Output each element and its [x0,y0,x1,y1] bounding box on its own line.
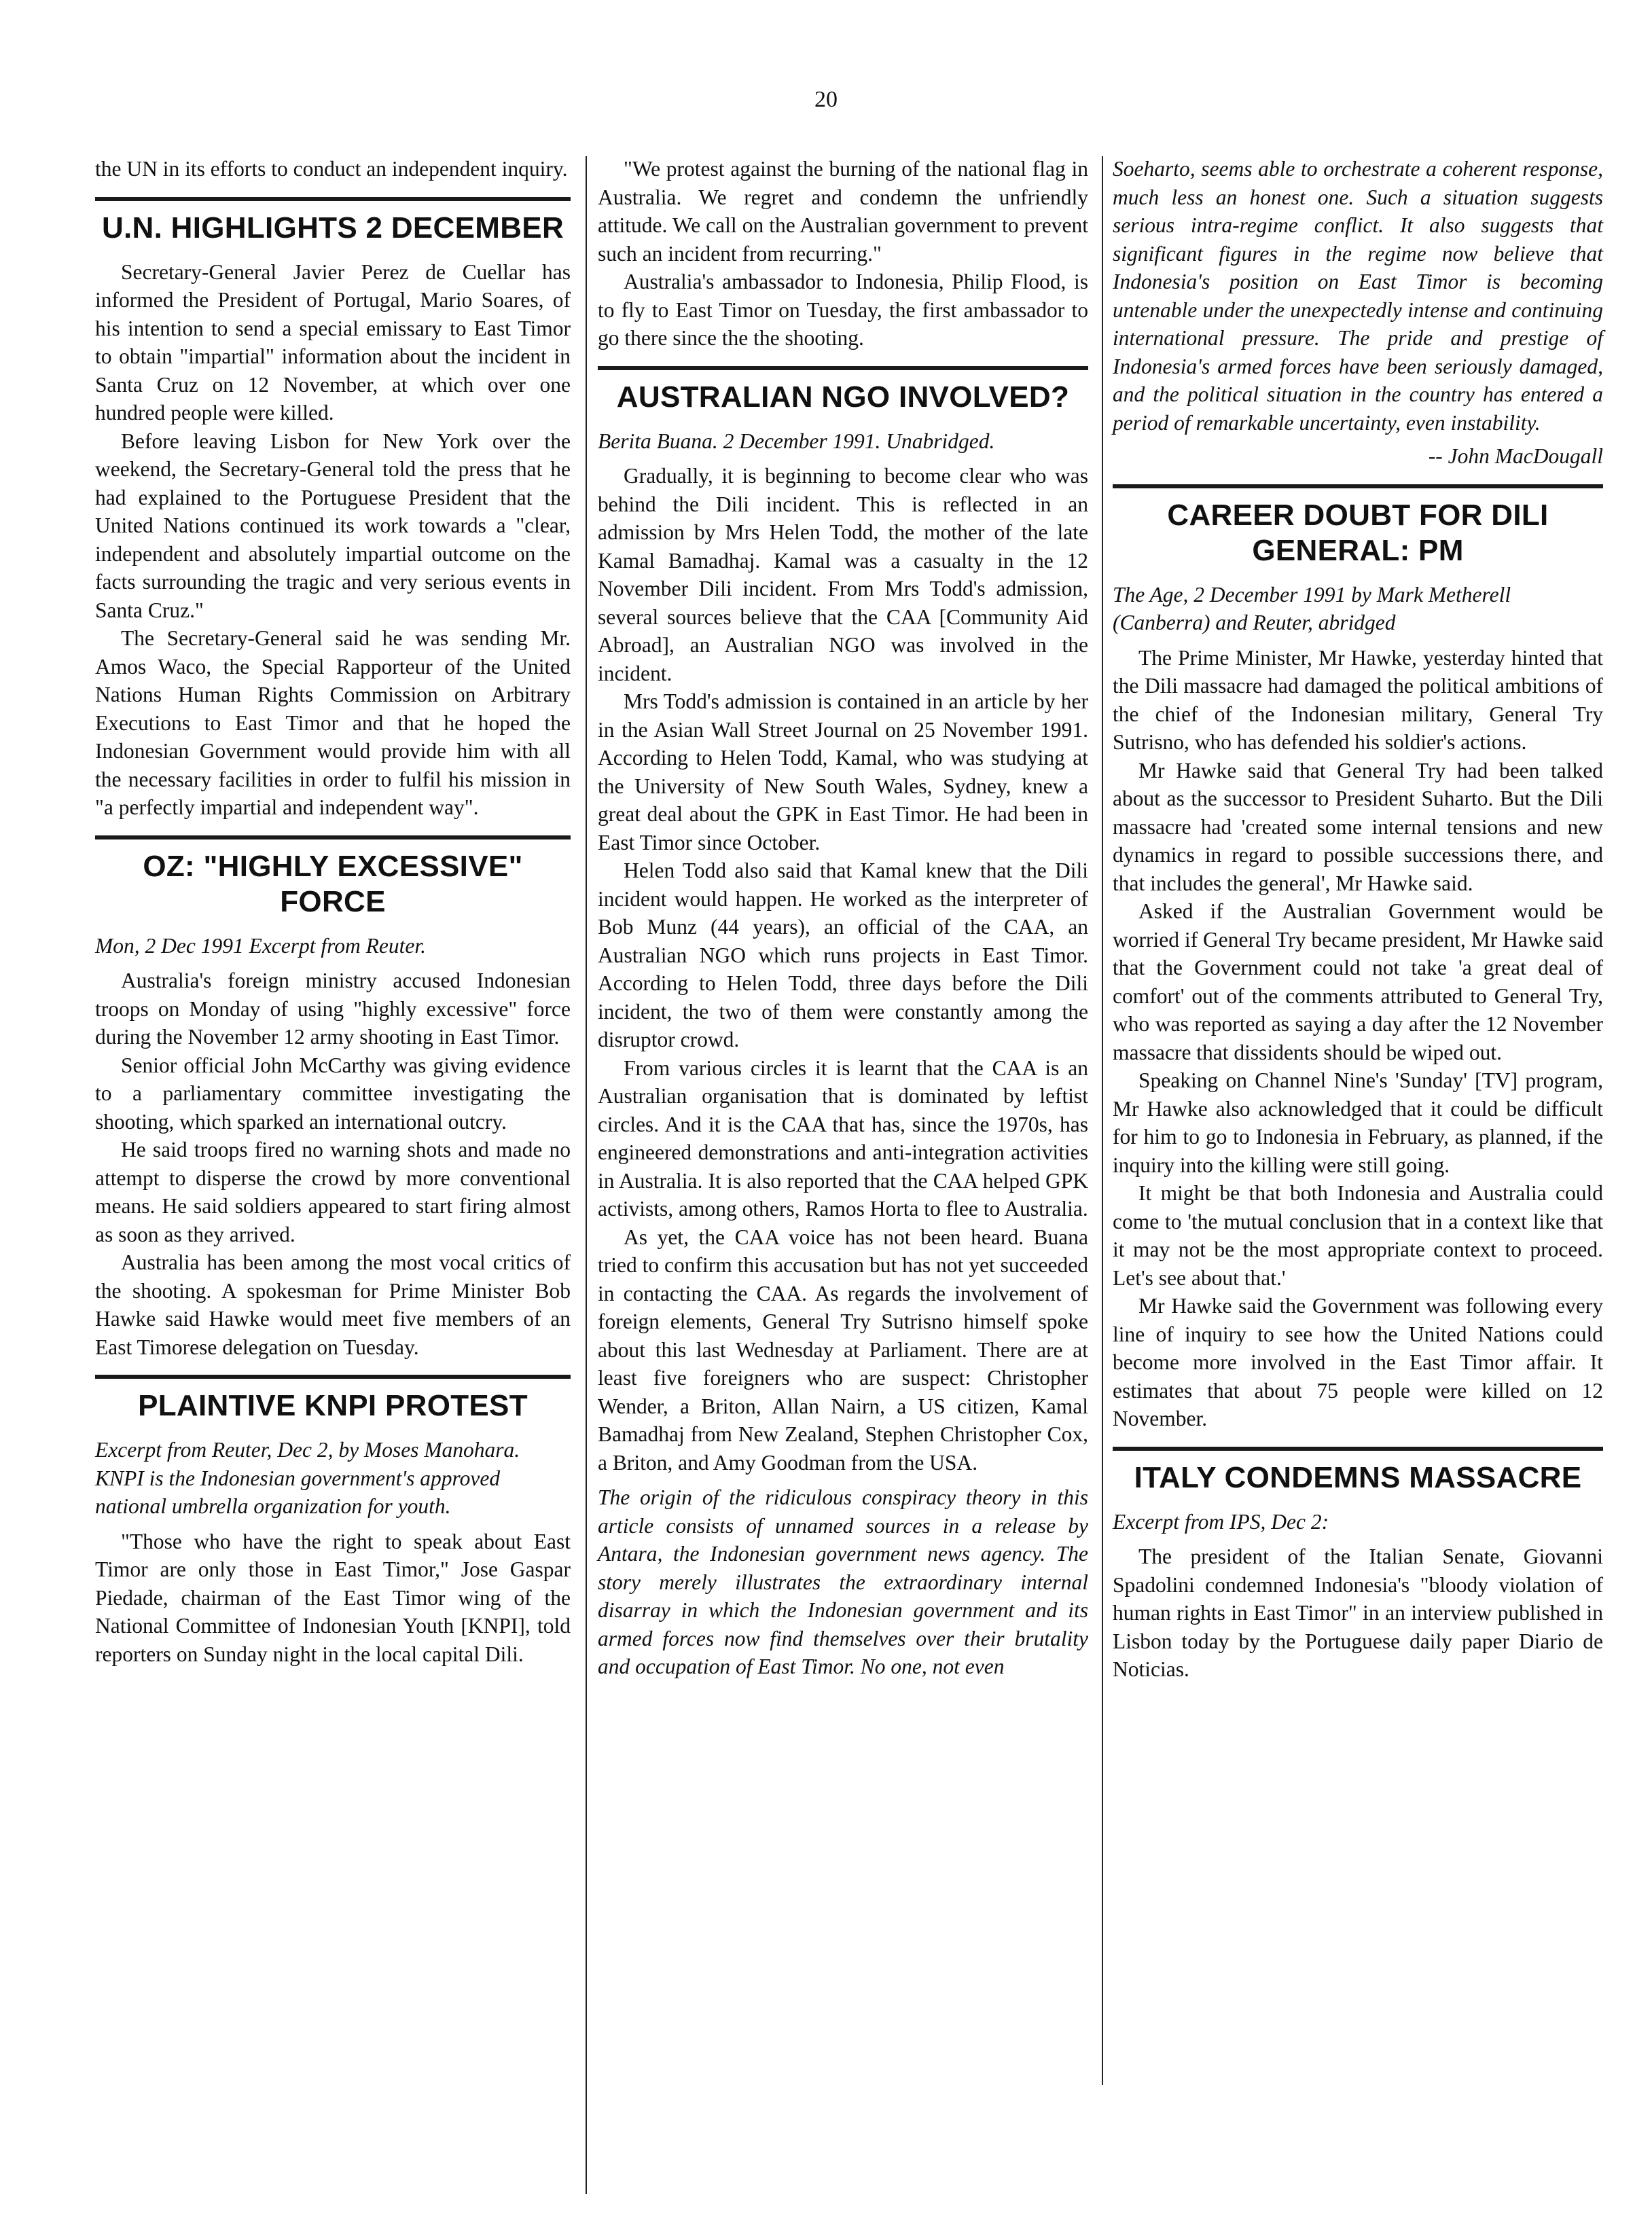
editorial-signature: -- John MacDougall [1428,444,1603,468]
article-paragraph: The president of the Italian Senate, Giovanni Spadolini condemned Indonesia's "bloody violation of human rights in East Timor" in an interview published in Lisbon today by the Portuguese daily paper Diario de Noticias. [1113,1545,1603,1681]
article-paragraph: Australia has been among the most vocal critics of the shooting. A spokesman for Prime Minister Bob Hawke said Hawke would meet five members of an East Timorese delegation on Tuesday. [95,1250,571,1359]
section-rule [95,197,571,201]
continued-text: the UN in its efforts to conduct an independent inquiry. [95,157,568,181]
continued-text: Australia's ambassador to Indonesia, Philip Flood, is to fly to East Timor on Tuesday, the first ambassador to go there since the the shooting. [598,270,1088,350]
article-paragraph: As yet, the CAA voice has not been heard. Buana tried to confirm this accusation but has not yet succeeded in contacting the CAA. As regards the involvement of foreign elements, General Try Sutrisno himself spoke about this last Wednesday at Parliament. There are at least five foreigners who are suspect: Christopher Wender, a Briton, Allan Nairn, a US citizen, Kamal Bamadhaj from New Zealand, Stephen Christopher Cox, a Briton, and Amy Goodman from the USA. [598,1225,1088,1475]
article-un-highlights [95,211,571,822]
article-source: Mon, 2 Dec 1991 Excerpt from Reuter. [95,933,426,958]
article-paragraph: Senior official John McCarthy was giving evidence to a parliamentary committee investigating the shooting, which sparked an international outcry. [95,1053,571,1134]
article-paragraph: He said troops fired no warning shots and made no attempt to disperse the crowd by more conventional means. He said soldiers appeared to start firing almost as soon as they arrived. [95,1138,571,1246]
article-paragraph: Mrs Todd's admission is contained in an article by her in the Asian Wall Street Journal on 25 November 1991. According to Helen Todd, Kamal, who was studying at the University of New South Wales, Sydney, knew a great deal about the GPK in East Timor. He had been in East Timor since October. [598,689,1088,854]
article-source: Excerpt from IPS, Dec 2: [1113,1509,1329,1534]
article-source: Berita Buana. 2 December 1991. Unabridged. [598,429,995,453]
article-headline: OZ: "HIGHLY EXCESSIVE" FORCE [143,849,523,918]
article-paragraph: The Secretary-General said he was sending Mr. Amos Waco, the Special Rapporteur of the United Nations Human Rights Commission on Arbitrary Executions to East Timor and that he hoped the Indonesian Government would provide him with all the necessary facilities in order to fulfil his mission in "a perfectly impartial and independent way". [95,626,571,819]
page-number: 20 [814,87,838,112]
article-paragraph: Before leaving Lisbon for New York over the weekend, the Secretary-General told the press that he had explained to the Portuguese President that the United Nations continued its work towards a "clear, independent and absolutely impartial outcome on the facts surrounding the tragic and very serious events in Santa Cruz." [95,429,571,622]
article-paragraph: Asked if the Australian Government would be worried if General Try became president, Mr Hawke said that the Government could not take 'a great deal of comfort' out of the comments attributed to General Try, who was reported as saying a day after the 12 November massacre that dissidents should be wiped out. [1113,899,1603,1064]
section-rule [1113,484,1603,488]
article-paragraph: It might be that both Indonesia and Australia could come to 'the mutual conclusion that in a context like that it may not be the most appropriate context to proceed. Let's see about that.' [1113,1181,1603,1290]
article-career-doubt [1113,498,1603,1433]
article-paragraph: Australia's foreign ministry accused Indonesian troops on Monday of using "highly excessive" force during the November 12 army shooting in East Timor. [95,969,571,1049]
editorial-comment-continued: Soeharto, seems able to orchestrate a coherent response, much less an honest one. Such a situation suggests serious intra-regime conflict. It also suggests that significant figures in the regime now believe that Indonesia's position on East Timor is becoming untenable under the unexpectedly intense and continuing international pressure. The pride and prestige of Indonesia's armed forces have been seriously damaged, and the political situation in the country has entered a period of remarkable uncertainty, even instability. [1113,157,1603,435]
article-headline: AUSTRALIAN NGO INVOLVED? [616,380,1070,414]
column-1 [95,155,571,1668]
article-italy-condemns [1113,1460,1603,1684]
article-paragraph: Gradually, it is beginning to become clear who was behind the Dili incident. This is reflected in an admission by Mrs Helen Todd, the mother of the late Kamal Bamadhaj. Kamal was a casualty in the 12 November Dili incident. From Mrs Todd's admission, several sources believe that the CAA [Community Aid Abroad], an Australian NGO was involved in the incident. [598,464,1088,685]
article-paragraph: The Prime Minister, Mr Hawke, yesterday hinted that the Dili massacre had damaged the political ambitions of the chief of the Indonesian military, General Try Sutrisno, who has defended his soldier's actions. [1113,645,1603,754]
column-3 [1113,155,1603,1684]
article-paragraph: "Those who have the right to speak about East Timor are only those in East Timor," Jose Gaspar Piedade, chairman of the East Timor wing of the National Committee of Indonesian Youth [KNPI], told reporters on Sunday night in the local capital Dili. [95,1529,571,1666]
continued-text: "We protest against the burning of the national flag in Australia. We regret and condemn the unfriendly attitude. We call on the Australian government to prevent such an incident from recurring." [598,157,1088,266]
article-headline: CAREER DOUBT FOR DILI GENERAL: PM [1167,498,1549,567]
editorial-comment: The origin of the ridiculous conspiracy theory in this article consists of unnamed sources in a release by Antara, the Indonesian government news agency. The story merely illustrates the extraordinary internal disarray in which the Indonesian government and its armed forces now find themselves over their brutality and occupation of East Timor. No one, not even [598,1485,1088,1678]
column-2 [598,155,1088,1681]
article-oz-excessive-force [95,849,571,1362]
article-source: The Age, 2 December 1991 by Mark Metherell (Canberra) and Reuter, abridged [1113,582,1511,634]
article-headline: U.N. HIGHLIGHTS 2 DECEMBER [101,211,564,245]
section-rule [1113,1447,1603,1451]
column-divider-left [586,156,587,2194]
article-paragraph: Helen Todd also said that Kamal knew that the Dili incident would happen. He worked as the interpreter of Bob Munz (44 years), an official of the CAA, an Australian NGO which runs projects in East Timor. According to Helen Todd, three days before the Dili incident, the two of them were constantly among the disruptor crowd. [598,859,1088,1051]
article-headline: PLAINTIVE KNPI PROTEST [138,1389,528,1422]
section-rule [95,835,571,839]
article-paragraph: From various circles it is learnt that the CAA is an Australian organisation that is dominated by leftist circles. And it is the CAA that has, since the 1970s, has engineered demonstrations and anti-integration activities in Australia. It is also reported that the CAA helped GPK activists, among others, Ramos Horta to flee to Australia. [598,1055,1088,1221]
article-paragraph: Speaking on Channel Nine's 'Sunday' [TV] program, Mr Hawke also acknowledged that it could be difficult for him to go to Indonesia in February, as planned, if the inquiry into the killing were still going. [1113,1068,1603,1177]
section-rule [598,366,1088,370]
section-rule [95,1375,571,1379]
column-divider-right [1102,156,1103,2085]
article-headline: ITALY CONDEMNS MASSACRE [1134,1460,1582,1494]
article-knpi-protest [95,1388,571,1668]
article-source: Excerpt from Reuter, Dec 2, by Moses Manohara. KNPI is the Indonesian government's approved national umbrella organization for youth. [95,1438,520,1518]
article-australian-ngo [598,380,1088,1681]
article-paragraph: Secretary-General Javier Perez de Cuellar has informed the President of Portugal, Mario Soares, of his intention to send a special emissary to East Timor to obtain "impartial" information about the incident in Santa Cruz on 12 November, at which over one hundred people were killed. [95,259,571,425]
article-paragraph: Mr Hawke said that General Try had been talked about as the successor to President Suharto. But the Dili massacre had 'created some internal tensions and new dynamics in regard to possible successions there, and that includes the general', Mr Hawke said. [1113,758,1603,895]
article-paragraph: Mr Hawke said the Government was following every line of inquiry to see how the United Nations could become more involved in the East Timor affair. It estimates that about 75 people were killed on 12 November. [1113,1294,1603,1430]
